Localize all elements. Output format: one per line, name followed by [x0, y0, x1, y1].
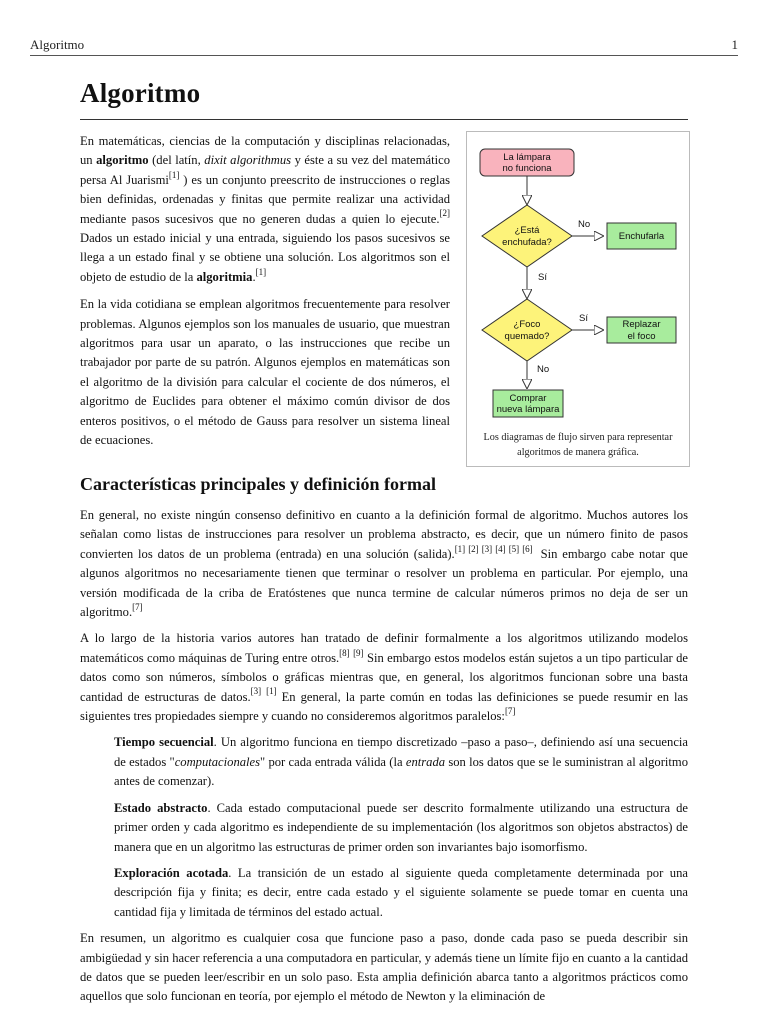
citation-link[interactable]: [2] — [468, 543, 479, 554]
start-label-line2: no funciona — [502, 163, 552, 174]
latin-term: dixit algorithmus — [204, 153, 292, 168]
text-run: Sin embargo cabe notar que algunos algoritmos no necesariamente tienen que terminar o resolver un problema en particular. Por ejemplo, una versión modificada de la criba de Eratóstenes que nunca termine de calcular números primos no deja de ser un algoritmo. — [80, 546, 688, 620]
text-run: . Cada estado computacional puede ser descrito formalmente utilizando una estructura de primer orden y cada algoritmo es independiente de su implementación (los algoritmos son objetos abstractos) de manera que en un algoritmo las estructuras de primer orden son invariantes bajo isomorfismo. — [114, 800, 688, 854]
text-run: . La transición de un estado al siguiente queda completamente determinada por una descripción fija y finita; es decir, entre cada estado y el siguiente solamente se puede tomar en cuenta una cantidad fija y limitada de términos del estado actual. — [114, 865, 688, 919]
decision-foco-quemado — [482, 299, 572, 361]
caption-line: Los diagramas de flujo sirven para representar — [483, 432, 673, 443]
citation-link[interactable]: [6] — [522, 543, 533, 554]
branch-label-no: No — [578, 219, 591, 230]
decision1-label-line2: enchufada? — [502, 237, 552, 248]
property-term: Exploración acotada — [114, 865, 229, 880]
section-paragraph-2 — [80, 629, 688, 726]
branch-label-no: No — [537, 364, 550, 375]
action1-label: Enchufarla — [618, 231, 665, 242]
section-body — [80, 506, 688, 1014]
term-algoritmia: algoritmia — [196, 269, 253, 284]
italic-term: entrada — [405, 754, 446, 769]
citation-link[interactable]: [1] — [266, 686, 277, 697]
text-run: En general, no existe ningún consenso definitivo en cuanto a la definición formal de algoritmo. Muchos autores los señalan como listas de instrucciones para resolver un problema abstracto, es decir, que un número finito de pasos convierten los datos de un problema (entrada) en una solución (salida). — [80, 508, 688, 561]
citation-link[interactable]: [3] — [481, 543, 493, 554]
property-term: Estado abstracto — [114, 800, 208, 815]
caption-line: algoritmos de manera gráfica. — [517, 447, 639, 458]
text-run: (del latín, — [148, 153, 205, 168]
text-run: En general, la parte común en todas las definiciones se puede resumir en las siguientes tres propiedades siempre y cuando no consideremos algoritmos paralelos: — [80, 689, 688, 724]
page-title: Algoritmo — [80, 78, 201, 108]
header-divider — [30, 55, 738, 56]
branch-label-si: Sí — [538, 272, 547, 283]
running-header — [30, 37, 738, 53]
citation-link[interactable]: [4] — [495, 543, 506, 554]
citation-link[interactable]: [9] — [353, 647, 364, 658]
text-run: Sin embargo estos modelos están sujetos a un tipo particular de datos como son números, símbolos o gráficas mientras que, en general, los algoritmos funcionan sobre una basta cantidad de estructuras de datos. — [80, 650, 688, 704]
section-heading: Características principales y definición formal — [80, 474, 436, 494]
decision1-label-line1: ¿Está — [514, 225, 540, 236]
property-exploracion-acotada — [114, 864, 688, 922]
page-number: 1 — [731, 37, 738, 52]
action2-label-line1: Replazar — [622, 319, 661, 330]
citation-link[interactable]: [8] — [339, 647, 350, 658]
flowchart-figure — [466, 131, 690, 467]
property-estado-abstracto — [114, 799, 688, 857]
intro-paragraph-1 — [80, 132, 450, 287]
citation-link[interactable]: [5] — [508, 543, 520, 554]
intro-section — [80, 132, 450, 459]
text-run: ) es un conjunto preescrito de instrucciones o reglas bien definidas, ordenadas y finitas que permite realizar una actividad mediante pasos sucesivos que no generen dudas a quien lo ejecute. — [80, 172, 450, 226]
citation-group — [455, 544, 536, 554]
text-run: " por cada entrada válida (la — [260, 754, 406, 769]
end-label-line2: nueva lámpara — [496, 404, 560, 415]
action2-label-line2: el foco — [627, 331, 656, 342]
citation-link[interactable]: [1] — [454, 543, 466, 554]
text-run: Dados un estado inicial y una entrada, siguiendo los pasos sucesivos se llega a un estado final y se obtiene una solución. Los algoritmos son el objeto de estudio de la — [80, 231, 450, 284]
text-run: . Un algoritmo funciona en tiempo discretizado –paso a paso–, definiendo así una secuencia de estados " — [114, 735, 688, 769]
title-divider — [80, 119, 688, 120]
italic-term: computacionales — [174, 754, 261, 769]
text-run: A lo largo de la historia varios autores han tratado de definir formalmente a los algoritmos utilizando modelos matemáticos como máquinas de Turing entre otros. — [80, 631, 688, 665]
header-title: Algoritmo — [30, 37, 85, 52]
citation-link[interactable]: [2] — [439, 208, 450, 219]
start-label-line1: La lámpara — [503, 152, 551, 163]
section-paragraph-1 — [80, 506, 688, 622]
property-term: Tiempo secuencial — [114, 735, 214, 750]
intro-paragraph-2: En la vida cotidiana se emplean algoritmos frecuentemente para resolver problemas. Algunos ejemplos son los manuales de usuario, que muestran algoritmos para usar un aparato, o las instrucciones que recibe un trabajador por parte de su patrón. Algunos ejemplos en matemáticas son el algoritmo de la división para calcular el cociente de dos números, el algoritmo de Euclides para obtener el máximo común divisor de dos enteros positivos, o el método de Gauss para resolver un sistema lineal de ecuaciones. — [80, 297, 450, 448]
text-run: . — [252, 269, 256, 284]
decision-enchufada — [482, 205, 572, 267]
decision2-label-line2: quemado? — [504, 331, 550, 342]
citation-link[interactable]: [1] — [255, 266, 267, 277]
term-algoritmo: algoritmo — [96, 153, 149, 168]
citation-link[interactable]: [3] — [250, 686, 262, 697]
citation-link[interactable]: [7] — [504, 705, 516, 716]
decision2-label-line1: ¿Foco — [513, 319, 541, 330]
citation-link[interactable]: [1] — [168, 169, 180, 180]
text-run: son los datos que se le suministran al algoritmo antes de comenzar). — [114, 754, 688, 789]
figure-caption — [467, 430, 689, 460]
text-run: En matemáticas, ciencias de la computación y disciplinas relacionadas, un — [80, 134, 450, 168]
citation-link[interactable]: [7] — [132, 601, 143, 612]
flowchart-diagram — [467, 132, 689, 427]
property-tiempo-secuencial — [114, 733, 688, 791]
section-paragraph-3: En resumen, un algoritmo es cualquier cosa que funcione paso a paso, donde cada paso se pueda describir sin ambigüedad y sin hacer referencia a una computadora en particular, y además tiene un límite fijo en cuanto a la cantidad de datos que se pueden leer/escribir en un solo paso. Esta amplia definición abarca tanto a algoritmos prácticos como aquellos que solo funcionan en teoría, por ejemplo el método de Newton y la eliminación de — [80, 931, 688, 1004]
text-run: y éste a su vez del matemático persa Al Juarismi — [80, 153, 451, 187]
end-label-line1: Comprar — [509, 393, 547, 404]
branch-label-si: Sí — [579, 313, 588, 324]
